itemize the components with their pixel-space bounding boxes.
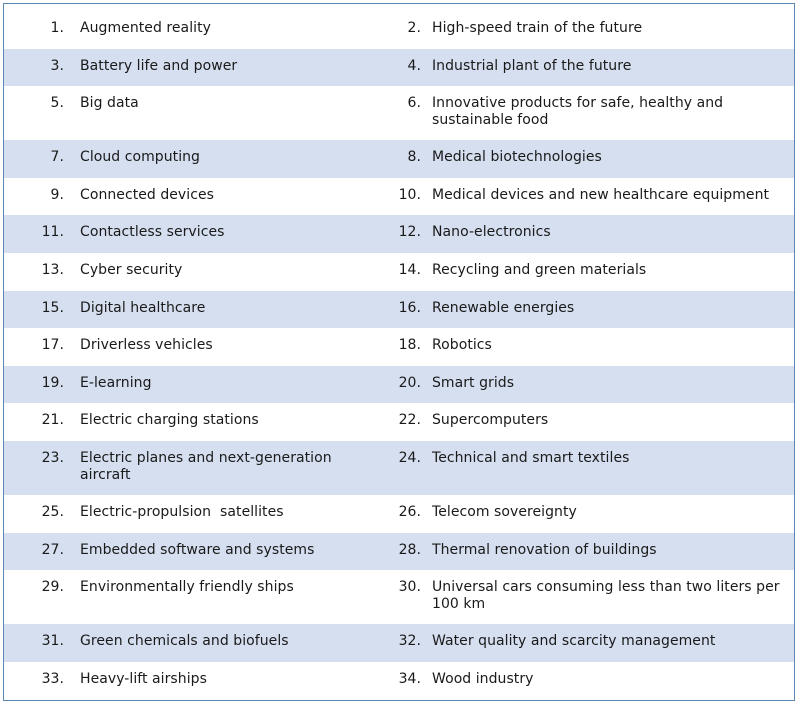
item-number: 3. — [50, 57, 64, 74]
item-number: 26. — [398, 503, 421, 520]
table-row — [4, 328, 794, 366]
item-text: Telecom sovereignty — [432, 503, 577, 520]
item-number: 19. — [41, 374, 64, 391]
item-text: Digital healthcare — [80, 299, 206, 316]
item-text: Battery life and power — [80, 57, 238, 74]
item-number: 32. — [398, 633, 421, 650]
item-number: 6. — [407, 95, 421, 112]
table-row — [4, 533, 794, 571]
item-text: Medical biotechnologies — [432, 149, 602, 166]
table-row — [4, 441, 794, 495]
item-text: Supercomputers — [432, 412, 549, 429]
item-number: 11. — [41, 224, 64, 241]
item-number: 14. — [398, 261, 421, 278]
item-text: Electric planes and next-generation aircraft — [80, 449, 332, 483]
item-text: Smart grids — [432, 374, 515, 391]
item-number: 5. — [50, 95, 64, 112]
table-row — [4, 495, 794, 533]
item-number: 9. — [50, 186, 64, 203]
table-frame — [3, 3, 795, 701]
table-row — [4, 253, 794, 291]
item-text: High-speed train of the future — [432, 20, 643, 36]
table-row — [4, 570, 794, 624]
table-row — [4, 215, 794, 253]
table-row — [4, 291, 794, 329]
topics-table — [4, 11, 794, 699]
item-text: Thermal renovation of buildings — [432, 541, 657, 558]
item-text: E-learning — [80, 374, 152, 391]
item-text: Technical and smart textiles — [432, 449, 630, 466]
item-text: Cloud computing — [80, 149, 200, 166]
item-number: 34. — [398, 670, 421, 687]
item-number: 21. — [41, 412, 64, 429]
table-row — [4, 11, 794, 49]
item-text: Green chemicals and biofuels — [80, 633, 289, 650]
item-text: Cyber security — [80, 261, 183, 278]
item-text: Innovative products for safe, healthy and sustainable food — [432, 95, 724, 129]
item-text: Nano-electronics — [432, 224, 551, 241]
item-text: Driverless vehicles — [80, 337, 213, 354]
item-text: Electric-propulsion satellites — [80, 503, 284, 520]
item-number: 4. — [407, 57, 421, 74]
item-number: 10. — [398, 186, 421, 203]
item-number: 22. — [398, 412, 421, 429]
item-number: 7. — [50, 149, 64, 166]
item-text: Robotics — [432, 337, 492, 354]
table-row — [4, 403, 794, 441]
table-row — [4, 662, 794, 700]
item-number: 15. — [41, 299, 64, 316]
item-number: 20. — [398, 374, 421, 391]
item-text: Water quality and scarcity management — [432, 633, 716, 650]
item-text: Universal cars consuming less than two liters per 100 km — [432, 579, 780, 613]
item-number: 29. — [41, 579, 64, 596]
item-text: Connected devices — [80, 186, 214, 203]
table-row — [4, 49, 794, 87]
item-number: 25. — [41, 503, 64, 520]
item-text: Medical devices and new healthcare equipment — [432, 186, 770, 203]
item-text: Industrial plant of the future — [432, 57, 632, 74]
item-text: Environmentally friendly ships — [80, 579, 294, 596]
item-text: Embedded software and systems — [80, 541, 315, 558]
item-number: 16. — [398, 299, 421, 316]
item-number: 17. — [41, 337, 64, 354]
item-number: 2. — [407, 20, 421, 36]
item-number: 18. — [398, 337, 421, 354]
item-text: Electric charging stations — [80, 412, 259, 429]
table-row — [4, 86, 794, 140]
item-text: Heavy-lift airships — [80, 670, 207, 687]
table-row — [4, 178, 794, 216]
item-number: 27. — [41, 541, 64, 558]
item-text: Wood industry — [432, 670, 534, 687]
item-number: 30. — [398, 579, 421, 596]
item-text: Renewable energies — [432, 299, 575, 316]
item-text: Augmented reality — [80, 20, 211, 36]
item-text: Big data — [80, 95, 139, 112]
item-number: 24. — [398, 449, 421, 466]
item-number: 13. — [41, 261, 64, 278]
table-row — [4, 624, 794, 662]
table-row — [4, 140, 794, 178]
item-number: 8. — [407, 149, 421, 166]
table-row — [4, 366, 794, 404]
item-number: 1. — [50, 20, 64, 36]
item-number: 33. — [41, 670, 64, 687]
item-number: 12. — [398, 224, 421, 241]
item-number: 31. — [41, 633, 64, 650]
item-number: 23. — [41, 449, 64, 466]
item-text: Recycling and green materials — [432, 261, 647, 278]
item-number: 28. — [398, 541, 421, 558]
item-text: Contactless services — [80, 224, 225, 241]
